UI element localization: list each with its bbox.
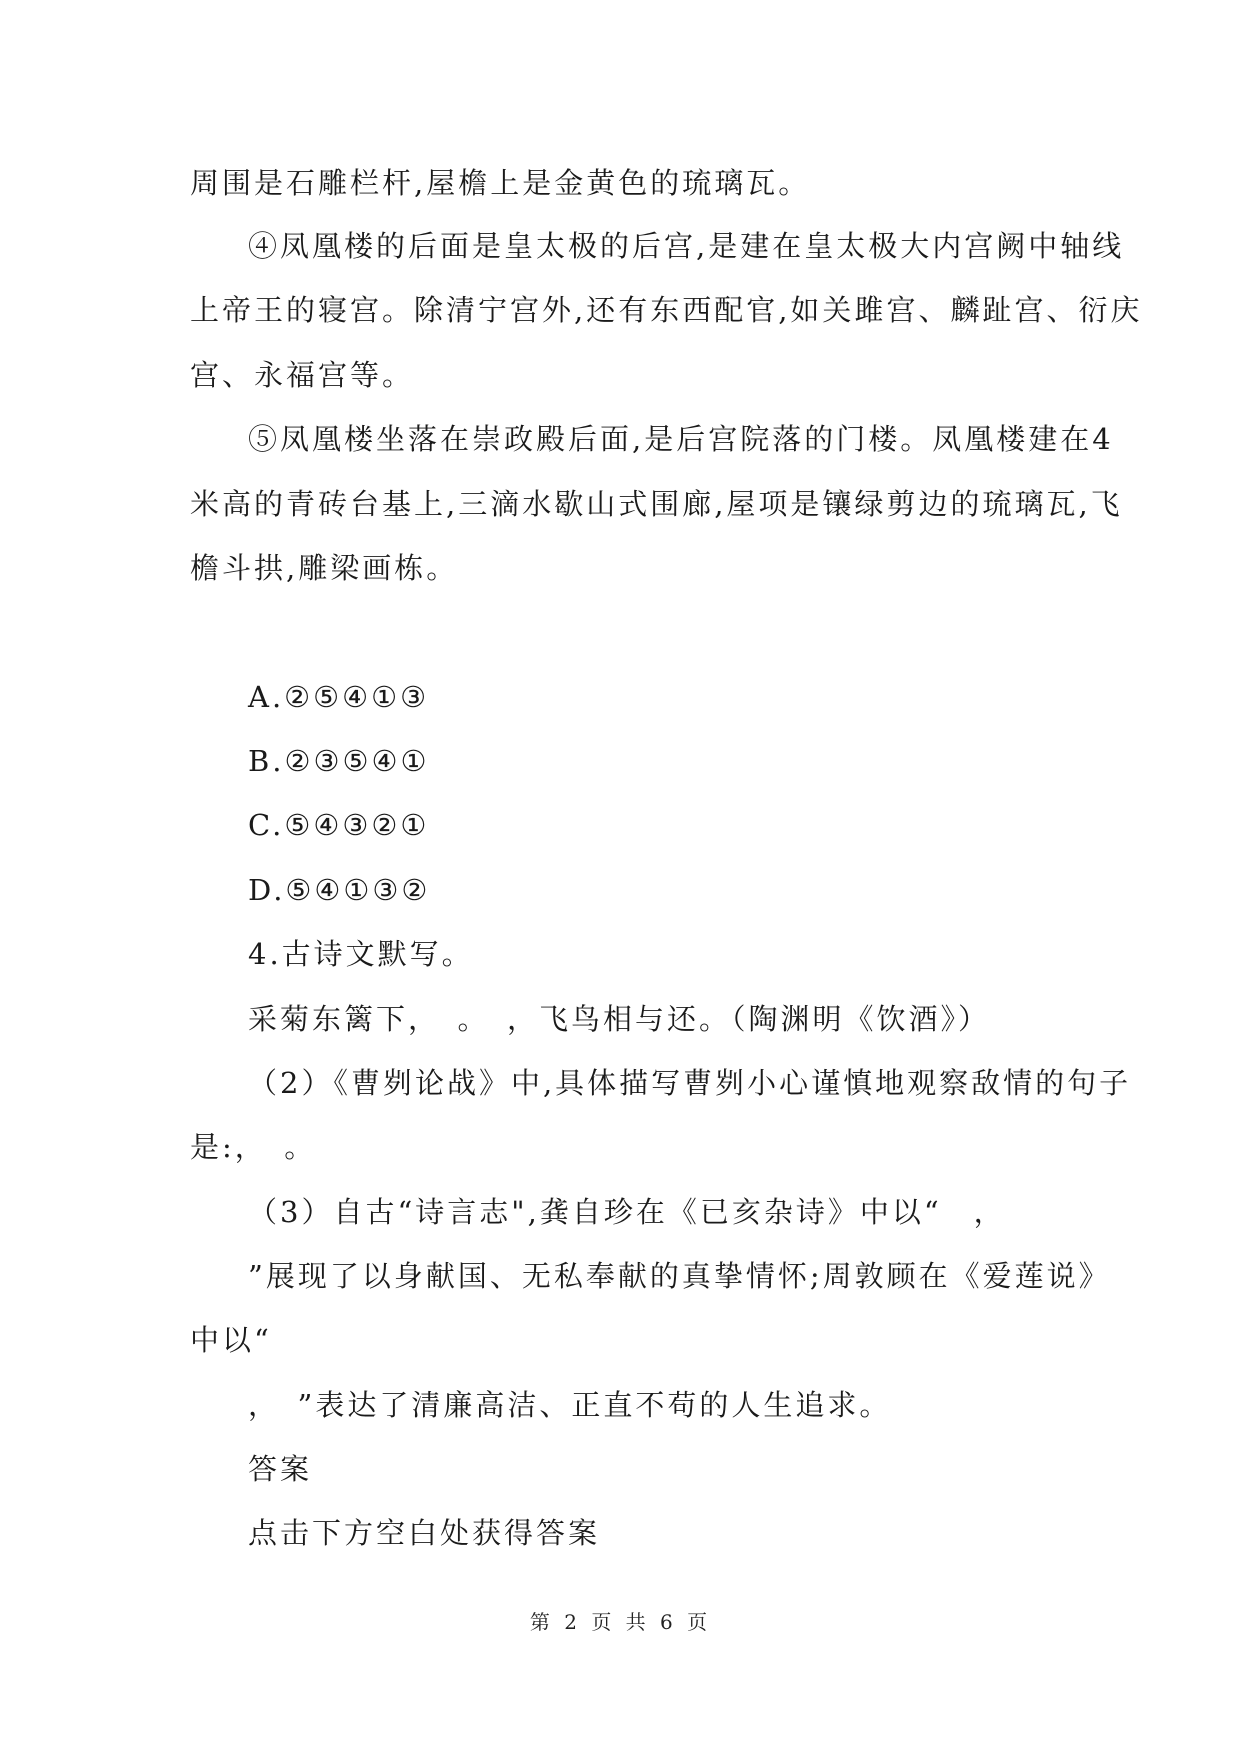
question-4-item-3-line-2: ”展现了以身献国、无私奉献的真挚情怀;周敦顾在《爱莲说》 [248, 1259, 1111, 1293]
paragraph-5-line-1: ⑤凤凰楼坐落在崇政殿后面,是后宫院落的门楼。凤凰楼建在4 [248, 422, 1114, 456]
question-4-item-3-line-1: （3）自古“诗言志",龚自珍在《已亥杂诗》中以“ ， [248, 1195, 1006, 1229]
option-d: D.⑤④①③② [248, 873, 431, 907]
question-4-title: 4.古诗文默写。 [248, 937, 474, 971]
question-4-item-2-line-2: 是:， 。 [190, 1130, 317, 1164]
answer-prompt[interactable]: 点击下方空白处获得答案 [248, 1516, 601, 1550]
question-4-item-3-line-4: ， ”表达了清廉高洁、正直不苟的人生追求。 [248, 1388, 892, 1422]
option-c: C.⑤④③②① [248, 808, 430, 842]
page-number-footer: 第 2 页 共 6 页 [529, 1610, 712, 1634]
paragraph-4-line-3: 宫、永福宫等。 [190, 358, 415, 392]
question-4-item-2-line-1: （2）《曹刿论战》中,具体描写曹刿小心谨慎地观察敌情的句子 [248, 1066, 1132, 1100]
paragraph-5-line-2: 米高的青砖台基上,三滴水歇山式围廊,屋项是镶绿剪边的琉璃瓦,飞 [190, 487, 1123, 521]
question-4-item-1: 采菊东篱下， 。 ，飞鸟相与还。（陶渊明《饮酒》） [248, 1002, 991, 1036]
option-a: A.②⑤④①③ [248, 680, 430, 714]
paragraph-4-line-1: ④凤凰楼的后面是皇太极的后宫,是建在皇太极大内宫阙中轴线 [248, 229, 1125, 263]
paragraph-4-line-2: 上帝王的寝宫。除清宁宫外,还有东西配官,如关雎宫、麟趾宫、衍庆 [190, 293, 1143, 327]
answer-heading: 答案 [248, 1452, 313, 1486]
option-b: B.②③⑤④① [248, 744, 430, 778]
question-4-item-3-line-3: 中以“ [190, 1323, 272, 1357]
paragraph-5-line-3: 檐斗拱,雕梁画栋。 [190, 551, 459, 585]
paragraph-3-end: 周围是石雕栏杆,屋檐上是金黄色的琉璃瓦。 [190, 166, 811, 200]
